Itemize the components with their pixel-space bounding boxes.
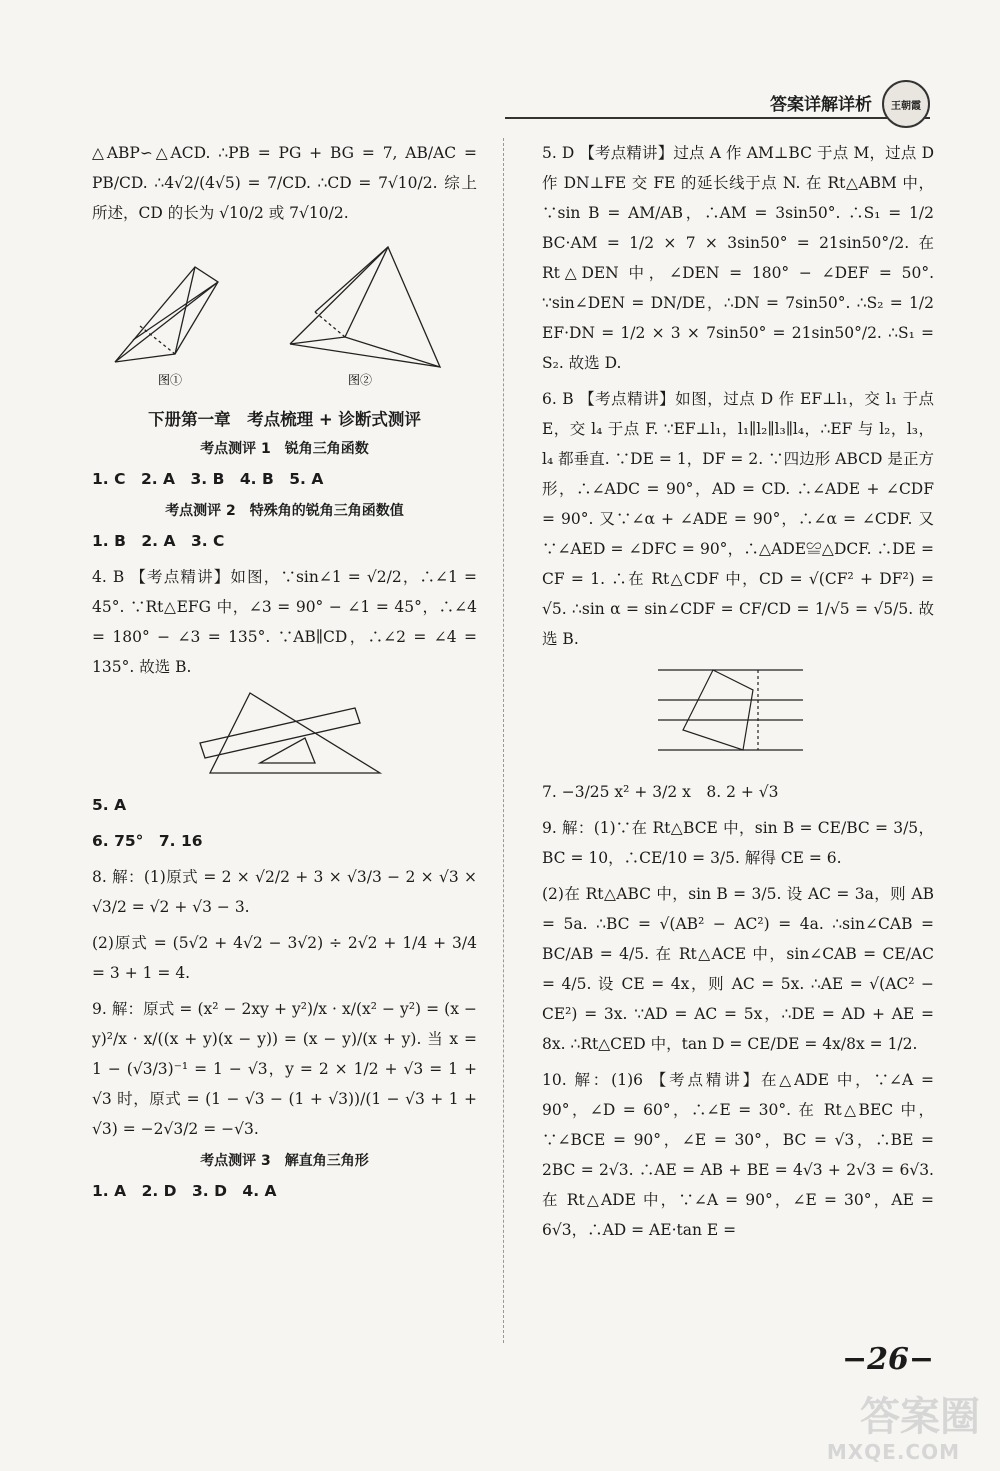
- figure-parallel-ruler: [185, 688, 385, 778]
- question-9-solution: 9. 解：原式 = (x² − 2xy + y²)/x · x/(x² − y²) = (x − y)²/x · x/((x + y)(x − y)) = (x − y)/(x + y). 当 x = 1 − (√3/3)⁻¹ = 1 − √3，y = 2 × 1/2 + √3 = 1 + √3 时，原式 = (1 − √3 − (1 + √3))/(1 − √3 + 1 + √3) = −2√3/2 = −√3.: [92, 1000, 477, 1138]
- question-5-solution: 5. D 【考点精讲】过点 A 作 AM⊥BC 于点 M，过点 D 作 DN⊥FE 交 FE 的延长线于点 N. 在 Rt△ABM 中，∵sin B = AM/AB，∴AM = 3sin50°. ∴S₁ = 1/2 BC·AM = 1/2 × 7 × 3sin50° = 21sin50°/2. 在 Rt△DEN 中，∠DEN = 180° − ∠DEF = 50°. ∵sin∠DEN = DN/DE，∴DN = 7sin50°. ∴S₂ = 1/2 EF·DN = 1/2 × 3 × 7sin50° = 21sin50°/2. ∴S₁ = S₂. 故选 D.: [542, 144, 934, 372]
- header-rule: [505, 117, 930, 119]
- publisher-logo: 王朝霞: [882, 80, 930, 128]
- question-4-solution: 4. B 【考点精讲】如图，∵sin∠1 = √2/2，∴∠1 = 45°. ∵Rt△EFG 中，∠3 = 90° − ∠1 = 45°，∴∠4 = 180° − ∠3 = 135°. ∵AB∥CD，∴∠2 = ∠4 = 135°. 故选 B.: [92, 568, 477, 676]
- left-column: [92, 138, 477, 1212]
- column-divider: [503, 138, 504, 1343]
- watermark-logo: 答案圈: [860, 1394, 980, 1440]
- page-number: −26−: [841, 1342, 934, 1377]
- section-2-answers: 1. B 2. A 3. C: [92, 532, 225, 550]
- page-header: [0, 0, 1000, 130]
- watermark-site: MXQE.COM: [826, 1440, 960, 1464]
- fig1-caption: 图①: [157, 373, 182, 387]
- question-9-part-1: 9. 解：(1)∵在 Rt△BCE 中，sin B = CE/BC = 3/5，BC = 10，∴CE/10 = 3/5. 解得 CE = 6.: [542, 819, 934, 867]
- question-8-part-1: 8. 解：(1)原式 = 2 × √2/2 + 3 × √3/3 − 2 × √3 × √3/2 = √2 + √3 − 3.: [92, 868, 477, 916]
- fig2-caption: 图②: [347, 373, 372, 387]
- figures-triangles: [100, 242, 470, 392]
- figure-2: [290, 247, 440, 367]
- section-3-answers: 1. A 2. D 3. D 4. A: [92, 1182, 277, 1200]
- question-5-answer: 5. A: [92, 796, 127, 814]
- section-1-answers: 1. C 2. A 3. B 4. B 5. A: [92, 470, 324, 488]
- figure-square-parallel-lines: [653, 660, 823, 765]
- solution-continuation: △ABP∽△ACD. ∴PB = PG + BG = 7, AB/AC = PB/CD. ∴4√2/(4√5) = 7/CD. ∴CD = 7√10/2. 综上所述，CD 的长为 √10/2 或 7√10/2.: [92, 144, 477, 222]
- section-title-2: 考点测评 2 特殊角的锐角三角函数值: [165, 503, 404, 519]
- header-title: 答案详解详析: [770, 95, 872, 115]
- questions-7-8-answers: 7. −3/25 x² + 3/2 x 8. 2 + √3: [542, 783, 779, 801]
- right-column: [542, 138, 934, 1251]
- section-title-3: 考点测评 3 解直角三角形: [200, 1153, 369, 1169]
- question-6-solution: 6. B 【考点精讲】如图，过点 D 作 EF⊥l₁，交 l₁ 于点 E，交 l₄ 于点 F. ∵EF⊥l₁，l₁∥l₂∥l₃∥l₄，∴EF 与 l₂，l₃，l₄ 都垂直. ∵DE = 1，DF = 2. ∵四边形 ABCD 是正方形，∴∠ADC = 90°，AD = CD. ∴∠ADE + ∠CDF = 90°. 又∵∠α + ∠ADE = 90°，∴∠α = ∠CDF. 又∵∠AED = ∠DFC = 90°，∴△ADE≌△DCF. ∴DE = CF = 1. ∴在 Rt△CDF 中，CD = √(CF² + DF²) = √5. ∴sin α = sin∠CDF = CF/CD = 1/√5 = √5/5. 故选 B.: [542, 390, 934, 648]
- question-10-solution: 10. 解：(1)6 【考点精讲】在△ADE 中，∵∠A = 90°，∠D = 60°，∴∠E = 30°. 在 Rt△BEC 中，∵∠BCE = 90°，∠E = 30°，BC = √3，∴BE = 2BC = 2√3. ∴AE = AB + BE = 4√3 + 2√3 = 6√3. 在 Rt△ADE 中，∵∠A = 90°，∠E = 30°，AE = 6√3，∴AD = AE·tan E =: [542, 1071, 934, 1239]
- chapter-title: 下册第一章 考点梳理 + 诊断式测评: [148, 410, 421, 429]
- figure-1: [115, 267, 218, 362]
- section-title-1: 考点测评 1 锐角三角函数: [200, 441, 369, 457]
- questions-6-7-answers: 6. 75° 7. 16: [92, 832, 203, 850]
- question-8-part-2: (2)原式 = (5√2 + 4√2 − 3√2) ÷ 2√2 + 1/4 + 3/4 = 3 + 1 = 4.: [92, 934, 477, 982]
- question-9-part-2: (2)在 Rt△ABC 中，sin B = 3/5. 设 AC = 3a，则 AB = 5a. ∴BC = √(AB² − AC²) = 4a. ∴sin∠CAB = BC/AB = 4/5. 在 Rt△ACE 中，sin∠CAB = CE/AC = 4/5. 设 CE = 4x，则 AC = 5x. ∴AE = √(AC² − CE²) = 3x. ∵AD = AC = 5x，∴DE = AD + AE = 8x. ∴Rt△CED 中，tan D = CE/DE = 4x/8x = 1/2.: [542, 885, 934, 1053]
